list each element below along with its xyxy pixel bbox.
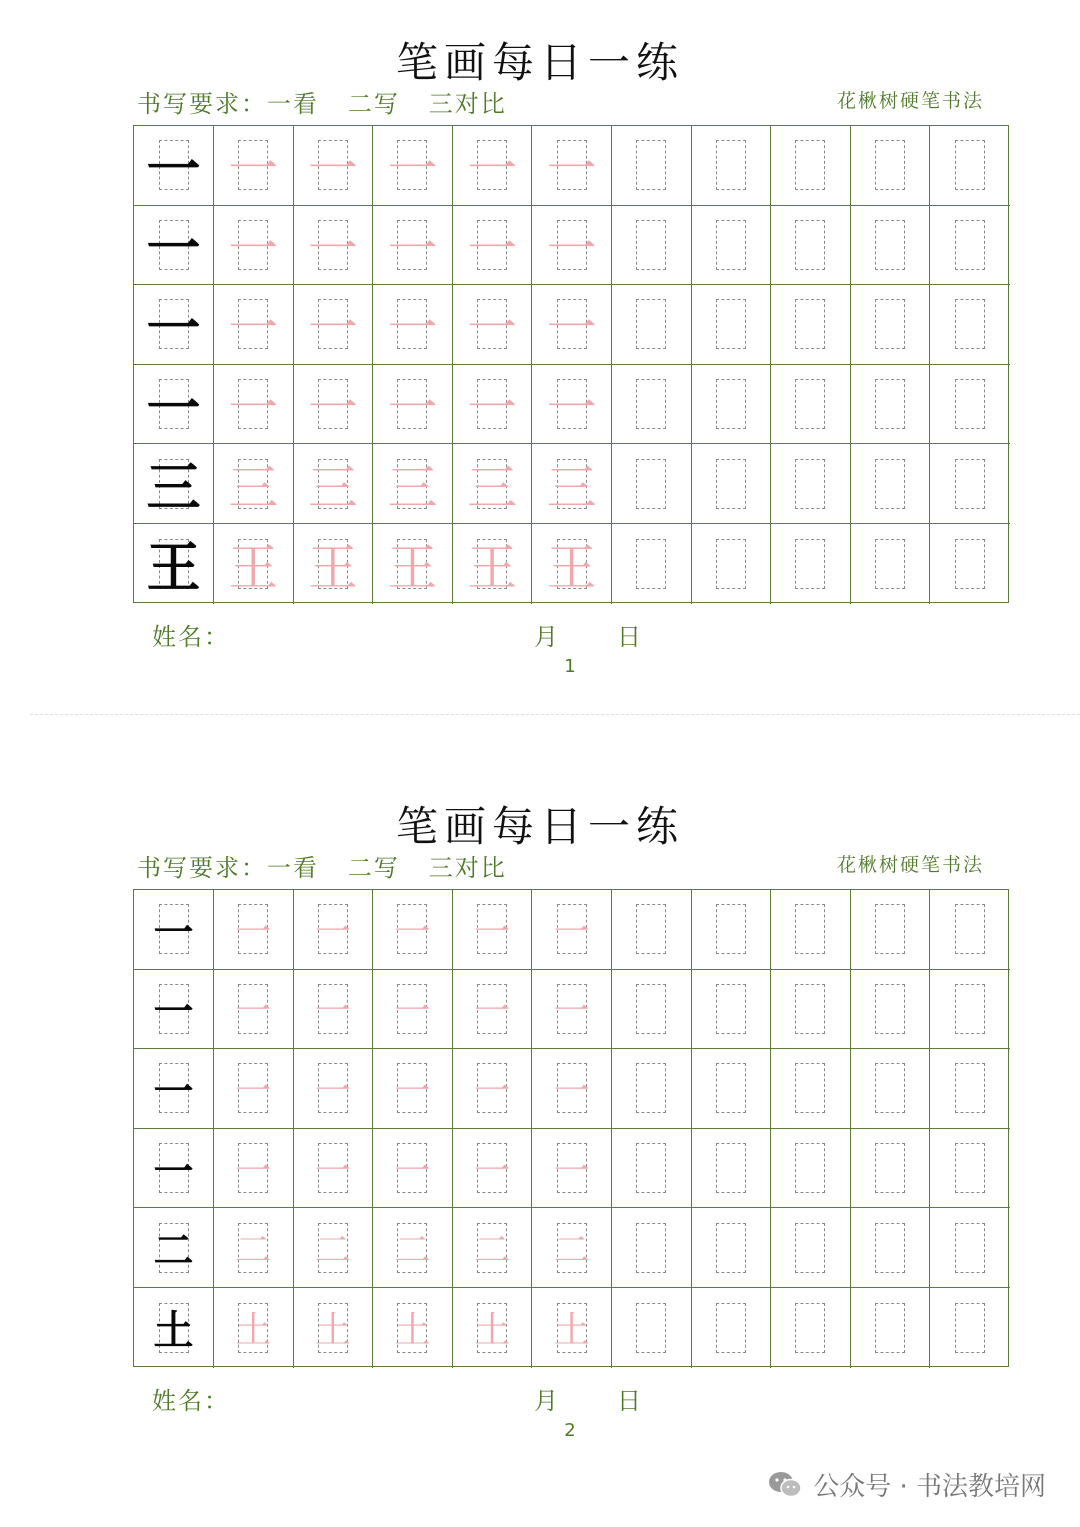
model-character: 三: [146, 455, 201, 520]
trace-cell[interactable]: [373, 206, 453, 286]
trace-character: 一: [228, 379, 279, 438]
trace-cell[interactable]: [453, 524, 533, 604]
trace-cell[interactable]: [532, 206, 612, 286]
trace-cell[interactable]: [294, 970, 374, 1050]
guide-box: [795, 984, 825, 1034]
practice-cell[interactable]: [851, 1129, 931, 1209]
guide-box: [716, 1063, 746, 1113]
trace-cell[interactable]: [294, 1288, 374, 1368]
trace-cell[interactable]: [373, 365, 453, 445]
guide-box: [955, 1223, 985, 1273]
trace-cell[interactable]: [214, 1049, 294, 1129]
trace-character: 一: [394, 1150, 431, 1192]
practice-cell[interactable]: [692, 126, 772, 206]
trace-character: 王: [467, 538, 518, 597]
trace-cell[interactable]: [373, 524, 453, 604]
guide-box: [716, 1143, 746, 1193]
guide-box: [955, 459, 985, 509]
guide-box: [716, 1223, 746, 1273]
guide-box: [955, 220, 985, 270]
watermark-text: 公众号 · 书法教培网: [813, 1472, 1046, 1502]
practice-cell[interactable]: [771, 1049, 851, 1129]
trace-cell[interactable]: [532, 365, 612, 445]
trace-character: 一: [314, 991, 351, 1033]
practice-cell[interactable]: [930, 365, 1010, 445]
model-character: 土: [153, 1307, 194, 1355]
model-character: 王: [146, 535, 201, 600]
model-character: 一: [146, 295, 201, 360]
practice-cell[interactable]: [612, 970, 692, 1050]
trace-cell[interactable]: [532, 126, 612, 206]
guide-box: [875, 299, 905, 349]
trace-cell[interactable]: [373, 1129, 453, 1209]
practice-cell[interactable]: [930, 444, 1010, 524]
trace-character: 一: [387, 379, 438, 438]
practice-cell[interactable]: [851, 444, 931, 524]
trace-character: 一: [394, 1070, 431, 1112]
practice-cell[interactable]: [771, 524, 851, 604]
guide-box: [636, 1143, 666, 1193]
guide-box: [716, 984, 746, 1034]
trace-character: 王: [228, 538, 279, 597]
guide-box: [795, 539, 825, 589]
trace-character: 三: [546, 458, 597, 517]
guide-box: [636, 539, 666, 589]
trace-character: 一: [553, 911, 590, 953]
guide-box: [716, 1303, 746, 1353]
guide-box: [875, 379, 905, 429]
practice-cell[interactable]: [692, 1288, 772, 1368]
trace-character: 一: [387, 140, 438, 199]
trace-cell[interactable]: [453, 1208, 533, 1288]
guide-box: [795, 140, 825, 190]
practice-cell[interactable]: [612, 1288, 692, 1368]
watermark: [767, 1466, 1046, 1503]
guide-box: [716, 140, 746, 190]
trace-cell[interactable]: [214, 285, 294, 365]
guide-box: [955, 1063, 985, 1113]
practice-cell[interactable]: [692, 890, 772, 970]
trace-character: 三: [307, 458, 358, 517]
trace-cell[interactable]: [294, 1129, 374, 1209]
guide-box: [955, 984, 985, 1034]
trace-character: 王: [546, 538, 597, 597]
trace-character: 二: [553, 1230, 590, 1272]
guide-box: [955, 539, 985, 589]
trace-character: 一: [307, 299, 358, 358]
trace-character: 三: [228, 458, 279, 517]
month-label: 月: [534, 623, 560, 651]
guide-box: [716, 459, 746, 509]
practice-cell[interactable]: [930, 126, 1010, 206]
model-cell: [134, 444, 214, 524]
guide-box: [955, 1143, 985, 1193]
practice-grid: [133, 125, 1009, 603]
practice-cell[interactable]: [851, 970, 931, 1050]
practice-cell[interactable]: [851, 365, 931, 445]
guide-box: [795, 1143, 825, 1193]
guide-box: [636, 984, 666, 1034]
month-label: 月: [534, 1387, 560, 1415]
trace-character: 一: [546, 379, 597, 438]
trace-cell[interactable]: [294, 126, 374, 206]
practice-cell[interactable]: [851, 126, 931, 206]
practice-cell[interactable]: [612, 126, 692, 206]
guide-box: [795, 1223, 825, 1273]
trace-character: 一: [307, 219, 358, 278]
trace-cell[interactable]: [373, 126, 453, 206]
practice-cell[interactable]: [930, 1129, 1010, 1209]
trace-cell[interactable]: [453, 444, 533, 524]
trace-character: 一: [394, 911, 431, 953]
trace-character: 一: [546, 219, 597, 278]
practice-cell[interactable]: [692, 524, 772, 604]
trace-character: 一: [474, 991, 511, 1033]
trace-cell[interactable]: [532, 970, 612, 1050]
practice-cell[interactable]: [930, 1208, 1010, 1288]
practice-cell[interactable]: [612, 1208, 692, 1288]
trace-character: 王: [307, 538, 358, 597]
trace-cell[interactable]: [294, 365, 374, 445]
practice-cell[interactable]: [771, 1288, 851, 1368]
practice-grid: [133, 889, 1009, 1367]
trace-cell[interactable]: [532, 285, 612, 365]
trace-character: 一: [314, 1150, 351, 1192]
guide-box: [636, 299, 666, 349]
guide-box: [636, 1223, 666, 1273]
guide-box: [875, 1303, 905, 1353]
guide-box: [875, 1143, 905, 1193]
practice-cell[interactable]: [771, 1208, 851, 1288]
model-cell: [134, 524, 214, 604]
practice-cell[interactable]: [930, 285, 1010, 365]
guide-box: [875, 1063, 905, 1113]
trace-character: 一: [314, 1070, 351, 1112]
trace-cell[interactable]: [453, 1049, 533, 1129]
model-character: 一: [153, 988, 194, 1036]
practice-cell[interactable]: [692, 206, 772, 286]
guide-box: [795, 1303, 825, 1353]
guide-box: [875, 539, 905, 589]
trace-character: 一: [474, 1150, 511, 1192]
guide-box: [955, 379, 985, 429]
trace-character: 一: [394, 991, 431, 1033]
model-cell: [134, 126, 214, 206]
trace-character: 一: [553, 1070, 590, 1112]
guide-box: [875, 140, 905, 190]
trace-character: 土: [553, 1310, 590, 1352]
trace-character: 王: [387, 538, 438, 597]
trace-character: 一: [314, 911, 351, 953]
page-number: 2: [564, 1420, 576, 1441]
guide-box: [795, 459, 825, 509]
day-label: 日: [617, 623, 643, 651]
practice-sheet-1: [0, 0, 1080, 700]
model-character: 一: [146, 216, 201, 281]
trace-character: 一: [307, 379, 358, 438]
guide-box: [636, 1303, 666, 1353]
practice-sheet-2: [0, 764, 1080, 1464]
wechat-icon: [767, 1469, 803, 1501]
practice-cell[interactable]: [851, 1049, 931, 1129]
trace-cell[interactable]: [214, 365, 294, 445]
trace-cell[interactable]: [373, 890, 453, 970]
trace-cell[interactable]: [373, 444, 453, 524]
practice-cell[interactable]: [692, 1049, 772, 1129]
trace-character: 一: [235, 991, 272, 1033]
trace-character: 一: [553, 991, 590, 1033]
guide-box: [636, 904, 666, 954]
trace-cell[interactable]: [453, 285, 533, 365]
trace-character: 一: [467, 379, 518, 438]
practice-cell[interactable]: [851, 1288, 931, 1368]
guide-box: [636, 1063, 666, 1113]
practice-cell[interactable]: [930, 970, 1010, 1050]
trace-cell[interactable]: [214, 970, 294, 1050]
practice-cell[interactable]: [612, 206, 692, 286]
guide-box: [795, 1063, 825, 1113]
guide-box: [955, 1303, 985, 1353]
model-cell: [134, 1049, 214, 1129]
trace-cell[interactable]: [532, 1208, 612, 1288]
trace-cell[interactable]: [294, 524, 374, 604]
practice-cell[interactable]: [930, 206, 1010, 286]
trace-character: 一: [474, 1070, 511, 1112]
guide-box: [795, 220, 825, 270]
trace-cell[interactable]: [294, 444, 374, 524]
guide-box: [636, 379, 666, 429]
trace-character: 土: [314, 1310, 351, 1352]
trace-character: 一: [228, 219, 279, 278]
trace-cell[interactable]: [453, 890, 533, 970]
page-number: 1: [564, 656, 576, 677]
trace-character: 一: [546, 299, 597, 358]
trace-character: 一: [235, 1150, 272, 1192]
trace-character: 一: [235, 911, 272, 953]
trace-cell[interactable]: [373, 1208, 453, 1288]
guide-box: [716, 299, 746, 349]
guide-box: [955, 140, 985, 190]
trace-character: 一: [467, 140, 518, 199]
guide-box: [795, 904, 825, 954]
trace-cell[interactable]: [373, 970, 453, 1050]
brand-label: 花楸树硬笔书法: [836, 854, 984, 876]
model-cell: [134, 365, 214, 445]
trace-character: 一: [546, 140, 597, 199]
practice-cell[interactable]: [692, 970, 772, 1050]
model-cell: [134, 1288, 214, 1368]
model-character: 一: [153, 1147, 194, 1195]
trace-cell[interactable]: [214, 1208, 294, 1288]
model-character: 一: [146, 375, 201, 440]
guide-box: [716, 379, 746, 429]
trace-character: 二: [474, 1230, 511, 1272]
guide-box: [795, 299, 825, 349]
model-cell: [134, 285, 214, 365]
practice-cell[interactable]: [851, 285, 931, 365]
trace-character: 一: [307, 140, 358, 199]
guide-box: [795, 379, 825, 429]
guide-box: [716, 904, 746, 954]
model-character: 一: [146, 136, 201, 201]
practice-cell[interactable]: [692, 285, 772, 365]
model-character: 一: [153, 908, 194, 956]
trace-character: 土: [394, 1310, 431, 1352]
writing-requirement: 书写要求：一看 二写 三对比: [137, 90, 507, 118]
practice-cell[interactable]: [692, 444, 772, 524]
trace-character: 三: [387, 458, 438, 517]
practice-cell[interactable]: [612, 365, 692, 445]
guide-box: [636, 140, 666, 190]
practice-cell[interactable]: [612, 1049, 692, 1129]
practice-cell[interactable]: [612, 285, 692, 365]
practice-cell[interactable]: [930, 524, 1010, 604]
model-cell: [134, 206, 214, 286]
trace-cell[interactable]: [532, 444, 612, 524]
practice-cell[interactable]: [771, 285, 851, 365]
guide-box: [875, 904, 905, 954]
trace-cell[interactable]: [214, 444, 294, 524]
guide-box: [636, 220, 666, 270]
trace-character: 二: [314, 1230, 351, 1272]
trace-character: 三: [467, 458, 518, 517]
practice-cell[interactable]: [771, 890, 851, 970]
guide-box: [875, 459, 905, 509]
guide-box: [716, 539, 746, 589]
trace-character: 一: [467, 299, 518, 358]
practice-cell[interactable]: [771, 444, 851, 524]
practice-cell[interactable]: [771, 206, 851, 286]
practice-cell[interactable]: [692, 365, 772, 445]
trace-cell[interactable]: [453, 1288, 533, 1368]
model-cell: [134, 890, 214, 970]
practice-cell[interactable]: [771, 365, 851, 445]
guide-box: [716, 220, 746, 270]
trace-cell[interactable]: [214, 890, 294, 970]
guide-box: [875, 1223, 905, 1273]
model-cell: [134, 1129, 214, 1209]
trace-character: 一: [467, 219, 518, 278]
practice-cell[interactable]: [771, 126, 851, 206]
practice-cell[interactable]: [930, 1288, 1010, 1368]
guide-box: [636, 459, 666, 509]
practice-cell[interactable]: [771, 970, 851, 1050]
trace-character: 一: [228, 140, 279, 199]
name-label: 姓名：: [152, 1387, 230, 1415]
trace-cell[interactable]: [532, 1288, 612, 1368]
trace-cell[interactable]: [453, 365, 533, 445]
practice-cell[interactable]: [930, 890, 1010, 970]
trace-character: 二: [394, 1230, 431, 1272]
practice-cell[interactable]: [851, 1208, 931, 1288]
trace-cell[interactable]: [532, 524, 612, 604]
trace-cell[interactable]: [294, 1208, 374, 1288]
page-title: 笔画每日一练: [395, 38, 684, 87]
guide-box: [955, 299, 985, 349]
guide-box: [875, 984, 905, 1034]
page-divider: [30, 714, 1080, 715]
trace-cell[interactable]: [214, 1129, 294, 1209]
model-character: 二: [153, 1227, 194, 1275]
trace-cell[interactable]: [294, 890, 374, 970]
trace-character: 一: [387, 299, 438, 358]
trace-cell[interactable]: [453, 1129, 533, 1209]
trace-character: 土: [474, 1310, 511, 1352]
practice-cell[interactable]: [930, 1049, 1010, 1129]
writing-requirement: 书写要求：一看 二写 三对比: [137, 854, 507, 882]
trace-cell[interactable]: [214, 524, 294, 604]
model-cell: [134, 970, 214, 1050]
page-title: 笔画每日一练: [395, 802, 684, 851]
trace-cell[interactable]: [294, 206, 374, 286]
trace-cell[interactable]: [214, 126, 294, 206]
practice-cell[interactable]: [612, 890, 692, 970]
practice-cell[interactable]: [851, 524, 931, 604]
trace-cell[interactable]: [214, 206, 294, 286]
trace-cell[interactable]: [214, 1288, 294, 1368]
practice-cell[interactable]: [851, 206, 931, 286]
trace-cell[interactable]: [453, 970, 533, 1050]
trace-character: 一: [228, 299, 279, 358]
trace-cell[interactable]: [294, 285, 374, 365]
trace-cell[interactable]: [453, 206, 533, 286]
guide-box: [955, 904, 985, 954]
trace-character: 一: [235, 1070, 272, 1112]
trace-character: 一: [387, 219, 438, 278]
practice-cell[interactable]: [692, 1129, 772, 1209]
trace-cell[interactable]: [532, 890, 612, 970]
brand-label: 花楸树硬笔书法: [836, 90, 984, 112]
trace-cell[interactable]: [373, 1049, 453, 1129]
practice-cell[interactable]: [612, 1129, 692, 1209]
model-character: 一: [153, 1067, 194, 1115]
trace-cell[interactable]: [373, 285, 453, 365]
practice-cell[interactable]: [851, 890, 931, 970]
trace-cell[interactable]: [532, 1129, 612, 1209]
guide-box: [875, 220, 905, 270]
practice-cell[interactable]: [692, 1208, 772, 1288]
practice-cell[interactable]: [612, 524, 692, 604]
trace-character: 土: [235, 1310, 272, 1352]
model-cell: [134, 1208, 214, 1288]
practice-cell[interactable]: [771, 1129, 851, 1209]
trace-cell[interactable]: [453, 126, 533, 206]
day-label: 日: [617, 1387, 643, 1415]
trace-cell[interactable]: [373, 1288, 453, 1368]
practice-cell[interactable]: [612, 444, 692, 524]
trace-cell[interactable]: [294, 1049, 374, 1129]
trace-character: 二: [235, 1230, 272, 1272]
trace-character: 一: [553, 1150, 590, 1192]
name-label: 姓名：: [152, 623, 230, 651]
trace-cell[interactable]: [532, 1049, 612, 1129]
trace-character: 一: [474, 911, 511, 953]
